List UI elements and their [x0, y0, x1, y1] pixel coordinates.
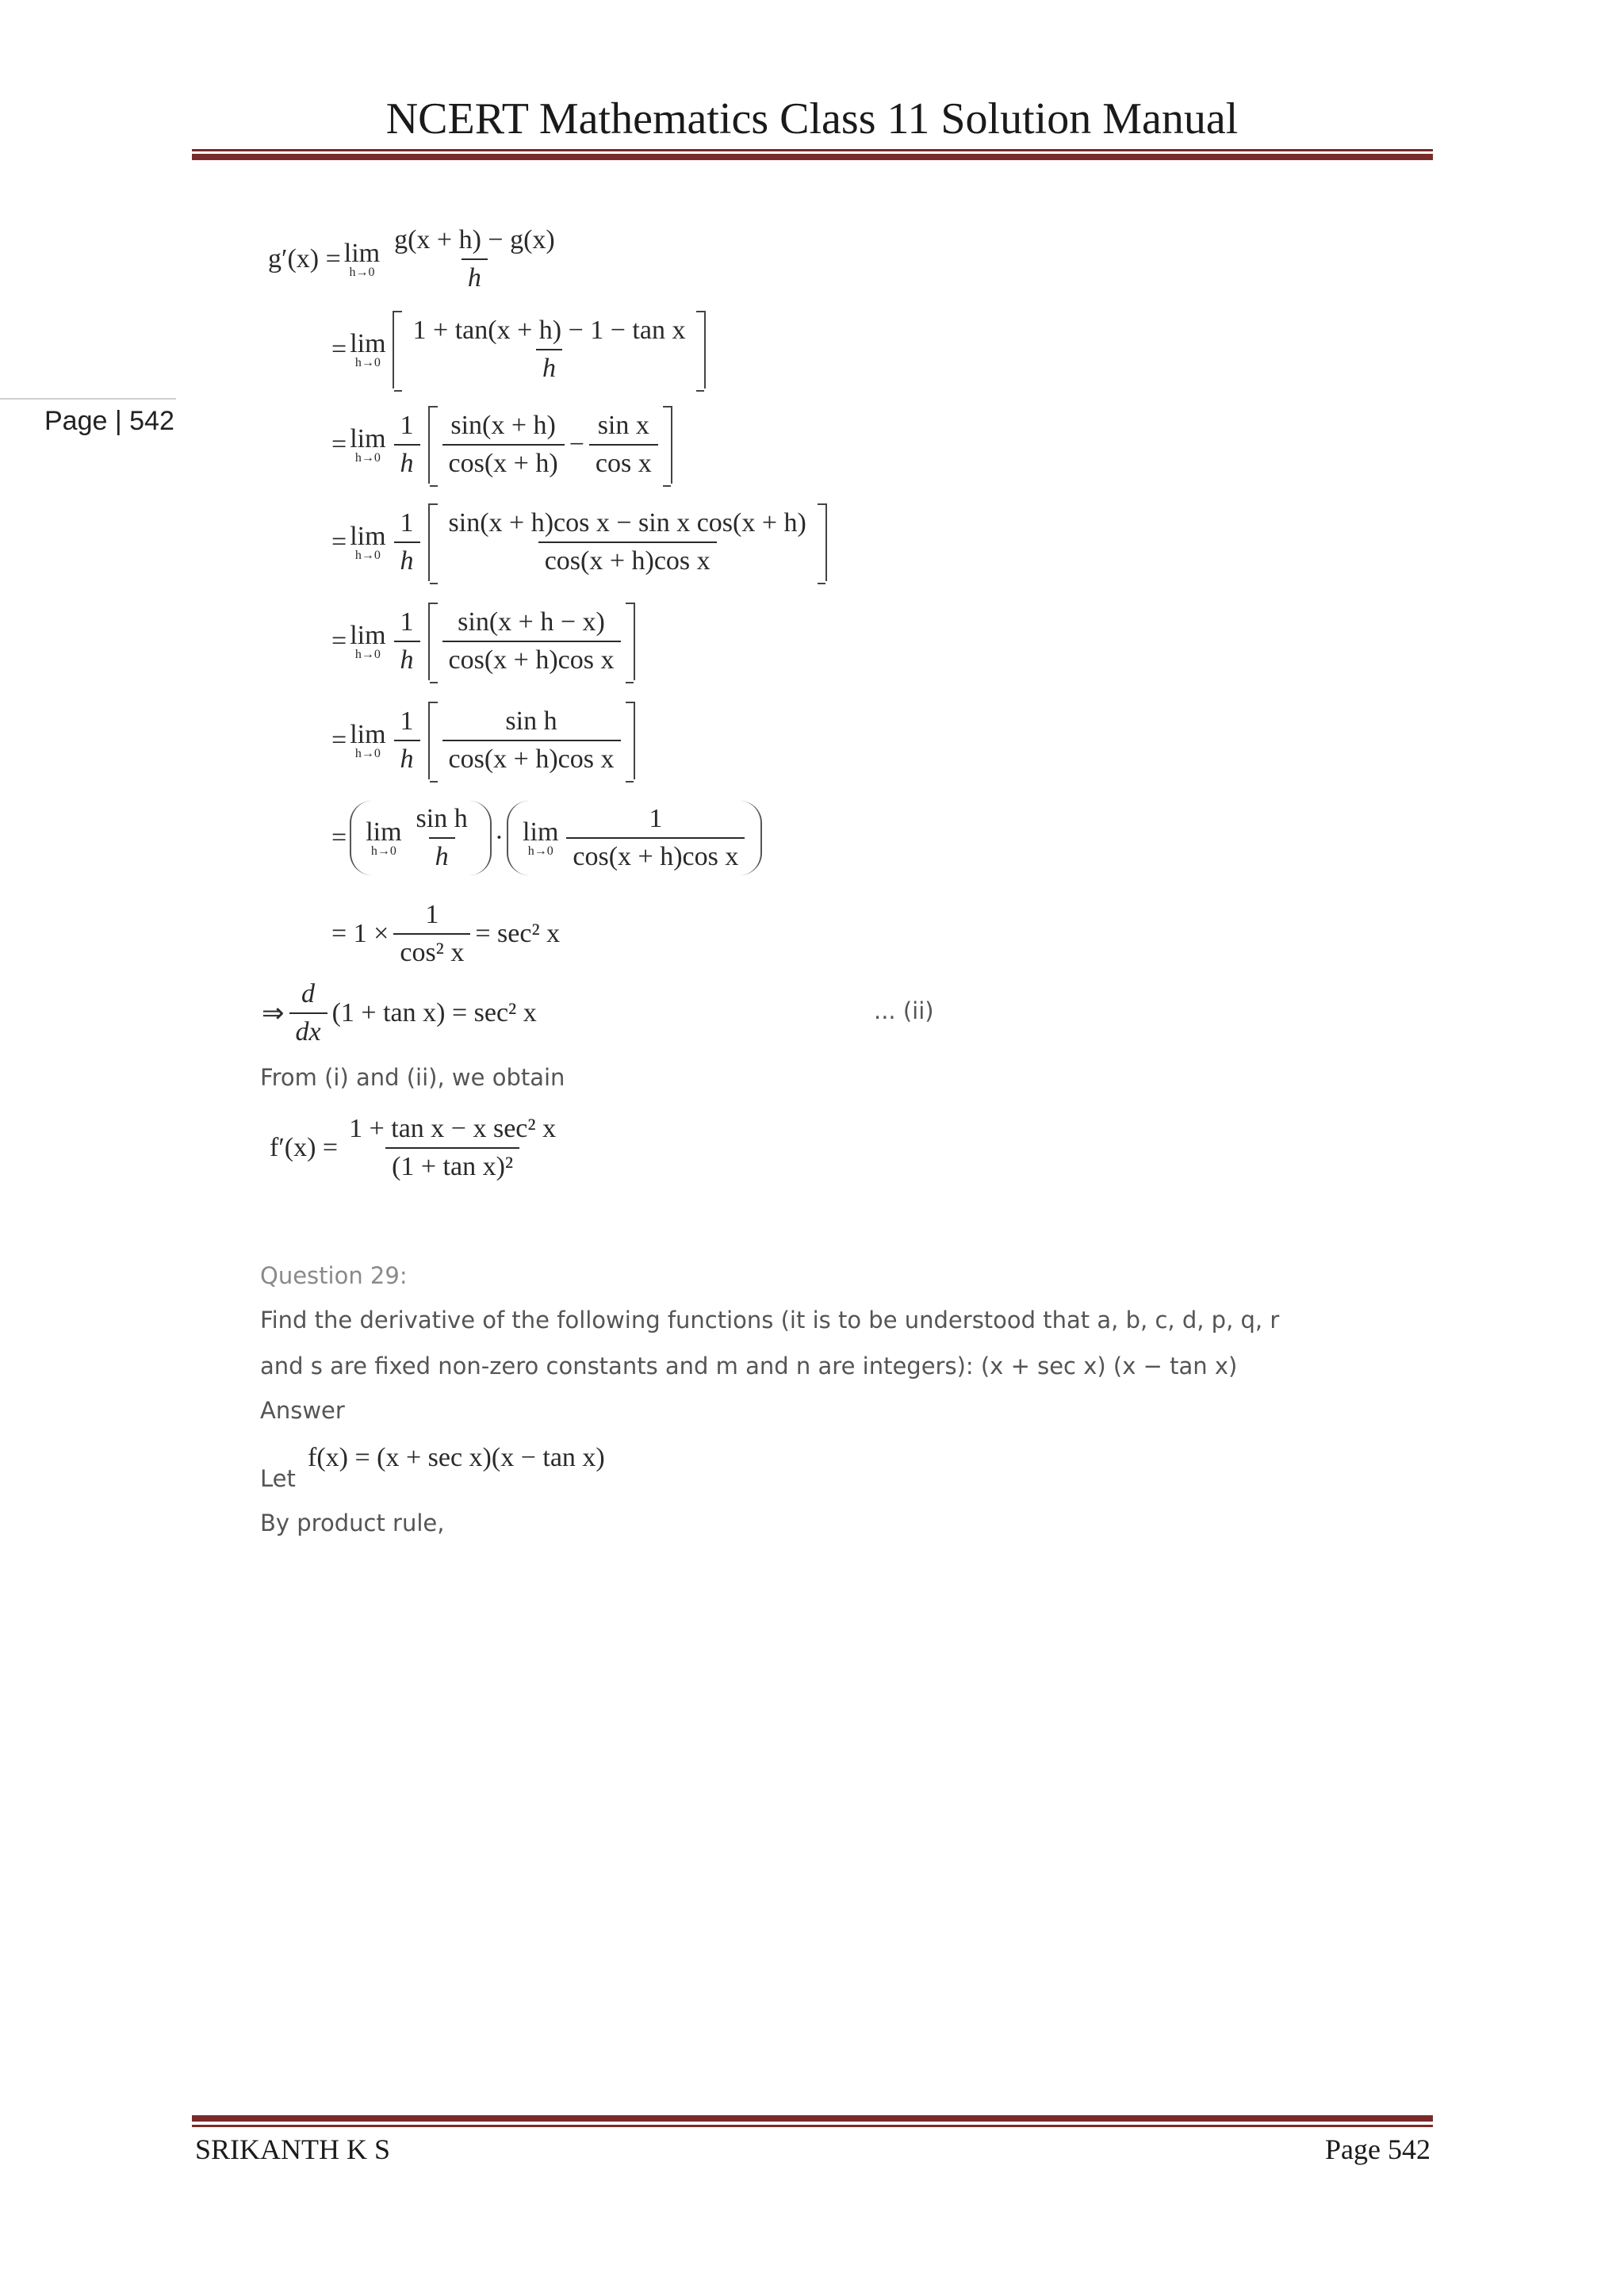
parenthesis-group: lim h→0 $\frac{\text{sin h}}{h}$: [350, 801, 492, 875]
side-page-label: Page | 542: [44, 406, 174, 436]
math-line-6: = lim h→0 $\frac{1}{h}$ $\frac{\text{sin h}}{\text{cos(x + h)cos x}}$: [331, 702, 635, 779]
footer-rule-thin: [192, 2125, 1433, 2127]
side-rule: [0, 398, 176, 400]
math-line-5: = lim h→0 $\frac{1}{h}$ $\frac{\sin(x + h - x)}{\text{cos(x + h)cos x}}$: [331, 603, 635, 680]
answer-label: Answer: [260, 1397, 345, 1424]
let-label: Let: [260, 1465, 296, 1492]
square-bracket: $\frac{\text{sin(x + h)cos x − sin x cos(x + h)}}{\text{cos(x + h)cos x}}$: [428, 503, 827, 581]
parenthesis-group: lim h→0 $\frac{1}{\text{cos(x + h)cos x}}$: [507, 801, 762, 875]
footer-author: SRIKANTH K S: [195, 2133, 391, 2165]
math-line-7: = lim h→0 $\frac{\text{sin h}}{h}$ · lim h→0 $\frac{1}{\text{cos(x + h)cos x}}$: [331, 801, 765, 875]
question-heading: Question 29:: [260, 1262, 408, 1289]
square-bracket: $\frac{\sin(x + h - x)}{\text{cos(x + h)cos x}}$: [428, 603, 635, 680]
math-line-9: ⇒ $\frac{d}{dx}$ (1 + tan x) = sec² x: [262, 979, 537, 1047]
square-bracket: $\frac{\text{sin h}}{\text{cos(x + h)cos x}}$: [428, 702, 635, 779]
question-text-line-1: Find the derivative of the following functions (it is to be understood that a, b, c, d, p, q, r: [260, 1307, 1280, 1334]
limit-operator: lim h→0: [350, 329, 386, 369]
math-line-3: = lim h→0 $\frac{1}{h}$ $\frac{\sin(x + h)}{\cos(x + h)}$ − $\frac{\text{sin x}}{\text{cos x}}$: [331, 406, 672, 484]
square-bracket: $\frac{\sin(x + h)}{\cos(x + h)}$ − $\frac{\text{sin x}}{\text{cos x}}$: [428, 406, 672, 484]
question-text-line-2: and s are fixed non-zero constants and m and n are integers): (x + sec x) (x − tan x): [260, 1353, 1238, 1380]
math-line-4: = lim h→0 $\frac{1}{h}$ $\frac{\text{sin(x + h)cos x − sin x cos(x + h)}}{\text{cos(x + h)cos x}}$: [331, 503, 827, 581]
math-f-prime: f′(x) = $\frac{\text{1 + tan x − x sec² x}}{\text{(1 + tan x)²}}$: [270, 1114, 557, 1181]
text-from-i-ii: From (i) and (ii), we obtain: [260, 1064, 565, 1091]
header-rule-thick: [192, 154, 1433, 160]
math-line-8: = 1 × $\frac{1}{\text{cos² x}}$ = sec² x: [331, 900, 561, 967]
g-prime-lhs: g′(x) =: [268, 244, 341, 274]
math-let-f: f(x) = (x + sec x)(x − tan x): [308, 1443, 605, 1472]
footer-rule-thick: [192, 2115, 1433, 2122]
fraction: $\frac{g(x + h) - g(x)}{h}$: [394, 225, 555, 293]
limit-operator: lim h→0: [343, 239, 381, 279]
square-bracket: $\frac{\text{1 + tan(x + h) − 1 − tan x}}{h}$: [393, 311, 707, 388]
header-rule-thin: [192, 149, 1433, 151]
math-line-1: [268, 225, 566, 293]
math-line-2: = lim h→0 $\frac{\text{1 + tan(x + h) − 1 − tan x}}{h}$: [331, 311, 706, 388]
product-rule-text: By product rule,: [260, 1510, 445, 1536]
equation-number: ... (ii): [874, 997, 934, 1024]
page-header-title: NCERT Mathematics Class 11 Solution Manual: [385, 94, 1239, 144]
footer-page-number: Page 542: [1325, 2133, 1431, 2165]
